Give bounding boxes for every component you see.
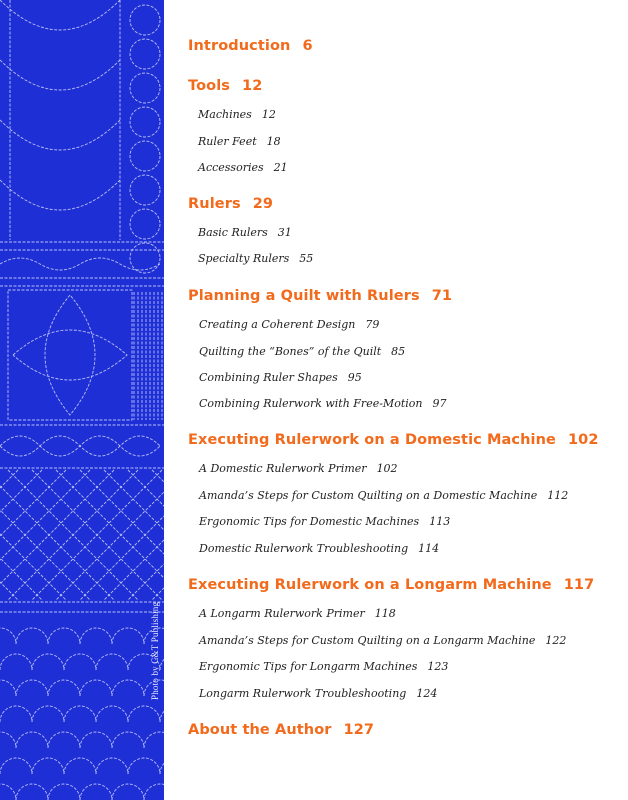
entry-page-number: 12 — [261, 108, 276, 121]
entry-page-number: 114 — [418, 542, 440, 555]
toc-entry-machines[interactable] — [198, 108, 276, 121]
entry-page-number: 18 — [266, 135, 281, 148]
entry-page-number: 118 — [374, 607, 396, 620]
toc-entry-combining-ruler-shapes[interactable] — [199, 371, 362, 384]
section-page-number: 6 — [302, 38, 313, 54]
entry-title: Ergonomic Tips for Domestic Machines — [199, 515, 420, 528]
toc-section-introduction[interactable] — [188, 38, 313, 54]
entry-page-number: 102 — [376, 462, 398, 475]
section-title: Tools — [188, 78, 230, 94]
entry-title: Amanda’s Steps for Custom Quilting on a Longarm Machine — [199, 634, 536, 647]
section-page-number: 117 — [563, 577, 595, 593]
toc-entry-domestic-troubleshooting[interactable] — [199, 542, 439, 555]
entry-page-number: 95 — [347, 371, 362, 384]
photo-credit: Photo by C&T Publishing — [150, 601, 160, 700]
section-page-number: 29 — [252, 196, 274, 212]
section-page-number: 71 — [431, 288, 453, 304]
entry-page-number: 113 — [429, 515, 451, 528]
entry-title: Creating a Coherent Design — [199, 318, 356, 331]
section-page-number: 12 — [242, 78, 263, 94]
toc-entry-specialty-rulers[interactable] — [198, 252, 313, 265]
entry-title: A Domestic Rulerwork Primer — [199, 462, 367, 475]
section-title: Rulers — [188, 196, 241, 212]
toc-section-domestic-machine[interactable] — [188, 432, 599, 448]
toc-entry-quilting-the-bones[interactable] — [199, 345, 405, 358]
toc-section-tools[interactable] — [188, 78, 262, 94]
toc-entry-longarm-ergonomic-tips[interactable] — [199, 660, 448, 673]
section-page-number: 127 — [343, 722, 375, 738]
entry-title: Machines — [198, 108, 252, 121]
entry-page-number: 79 — [365, 318, 380, 331]
entry-page-number: 112 — [547, 489, 569, 502]
entry-page-number: 122 — [545, 634, 567, 647]
entry-page-number: 21 — [273, 161, 288, 174]
entry-title: Amanda’s Steps for Custom Quilting on a Domestic Machine — [199, 489, 538, 502]
toc-entry-longarm-troubleshooting[interactable] — [199, 687, 437, 700]
entry-title: Basic Rulers — [198, 226, 268, 239]
section-title: About the Author — [188, 722, 332, 738]
section-title: Executing Rulerwork on a Longarm Machine — [188, 577, 552, 593]
entry-page-number: 123 — [427, 660, 449, 673]
toc-entry-longarm-custom-steps[interactable] — [199, 634, 566, 647]
entry-title: Accessories — [198, 161, 264, 174]
toc-section-longarm-machine[interactable] — [188, 577, 594, 593]
entry-page-number: 31 — [277, 226, 292, 239]
toc-section-planning-a-quilt[interactable] — [188, 288, 452, 304]
toc-entry-rulerwork-with-free-motion[interactable] — [199, 397, 446, 410]
toc-section-rulers[interactable] — [188, 196, 273, 212]
entry-page-number: 124 — [416, 687, 438, 700]
entry-page-number: 55 — [299, 252, 314, 265]
toc-entry-coherent-design[interactable] — [199, 318, 379, 331]
section-title: Executing Rulerwork on a Domestic Machine — [188, 432, 556, 448]
entry-title: Longarm Rulerwork Troubleshooting — [199, 687, 407, 700]
entry-title: Ergonomic Tips for Longarm Machines — [199, 660, 418, 673]
entry-title: Specialty Rulers — [198, 252, 290, 265]
section-title: Planning a Quilt with Rulers — [188, 288, 420, 304]
toc-entry-accessories[interactable] — [198, 161, 288, 174]
section-page-number: 102 — [567, 432, 599, 448]
toc-entry-domestic-primer[interactable] — [199, 462, 398, 475]
entry-title: A Longarm Rulerwork Primer — [199, 607, 365, 620]
section-title: Introduction — [188, 38, 291, 54]
toc-entry-longarm-primer[interactable] — [199, 607, 396, 620]
entry-title: Domestic Rulerwork Troubleshooting — [199, 542, 409, 555]
entry-title: Quilting the “Bones” of the Quilt — [199, 345, 382, 358]
toc-entry-ruler-feet[interactable] — [198, 135, 281, 148]
entry-page-number: 97 — [432, 397, 447, 410]
entry-title: Ruler Feet — [198, 135, 257, 148]
toc-entry-domestic-ergonomic-tips[interactable] — [199, 515, 450, 528]
entry-page-number: 85 — [391, 345, 406, 358]
toc-section-about-the-author[interactable] — [188, 722, 374, 738]
entry-title: Combining Rulerwork with Free-Motion — [199, 397, 423, 410]
toc-entry-basic-rulers[interactable] — [198, 226, 292, 239]
entry-title: Combining Ruler Shapes — [199, 371, 338, 384]
toc-entry-domestic-custom-steps[interactable] — [199, 489, 568, 502]
